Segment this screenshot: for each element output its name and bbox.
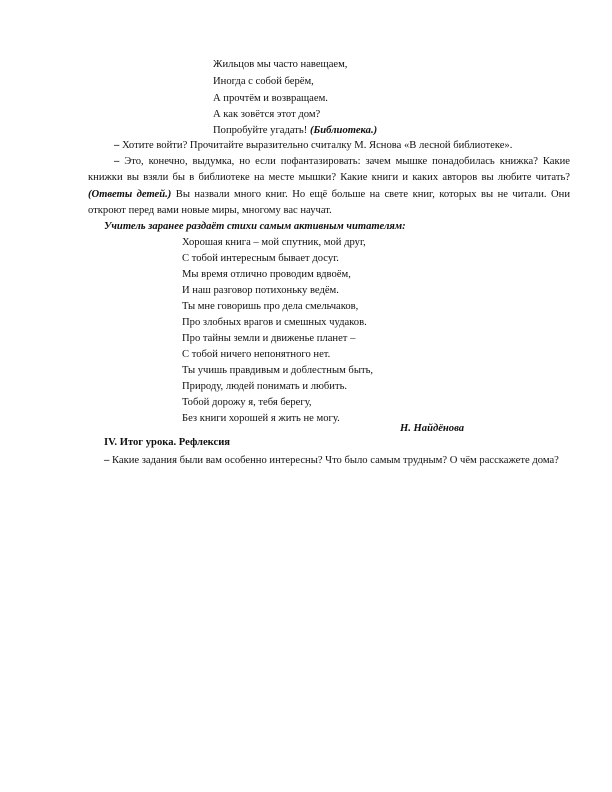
poem2-line-3: Мы время отлично проводим вдвоём, bbox=[182, 269, 351, 280]
paragraph-reflection bbox=[88, 453, 570, 469]
poem2-line-4: И наш разговор потихоньку ведём. bbox=[182, 285, 339, 296]
poem2-line-10: Природу, людей понимать и любить. bbox=[182, 381, 348, 392]
paragraph-discussion-text-a: Это, конечно, выдумка, но если пофантазировать: зачем мышке понадобилась книжка? Какие книжки вы взяли бы в библиотеке на месте мышки? Какие книги и каких авторов вы любите читать? bbox=[88, 156, 570, 184]
poem1-line-2: Иногда с собой берём, bbox=[213, 76, 314, 87]
teacher-instruction: Учитель заранее раздаёт стихи самым активным читателям: bbox=[104, 221, 406, 232]
poem2-line-2: С тобой интересным бывает досуг. bbox=[182, 253, 339, 264]
paragraph-discussion-answers: (Ответы детей.) bbox=[88, 188, 172, 200]
paragraph-discussion bbox=[88, 154, 570, 220]
poem1-line-1: Жильцов мы часто навещаем, bbox=[213, 59, 348, 70]
dash-mark: – bbox=[114, 140, 120, 151]
poem2-author: Н. Найдёнова bbox=[400, 423, 465, 434]
poem2-line-7: Про тайны земли и движенье планет – bbox=[182, 333, 356, 344]
section-heading: IV. Итог урока. Рефлексия bbox=[104, 437, 231, 448]
dash-mark: – bbox=[104, 455, 110, 466]
paragraph-reflection-text: Какие задания были вам особенно интересны? Что было самым трудным? О чём расскажете дома? bbox=[111, 455, 559, 466]
poem1-line-4: А как зовётся этот дом? bbox=[213, 109, 321, 120]
paragraph-discussion-text-b: Вы назвали много книг. Но ещё больше на свете книг, которых вы не читали. Они откроют перед вами новые миры, многому вас научат. bbox=[88, 188, 570, 217]
paragraph-invite-text: Хотите войти? Прочитайте выразительно считалку М. Яснова «В лесной библиотеке». bbox=[121, 140, 513, 151]
poem1-line-5-text: Попробуйте угадать! bbox=[213, 125, 308, 136]
dash-mark: – bbox=[114, 156, 120, 167]
poem2-line-9: Ты учишь правдивым и доблестным быть, bbox=[182, 365, 374, 376]
poem1-line-5 bbox=[213, 124, 377, 137]
paragraph-invite bbox=[88, 138, 570, 154]
poem2-line-12: Без книги хорошей я жить не могу. bbox=[182, 413, 340, 424]
poem2-line-11: Тобой дорожу я, тебя берегу, bbox=[182, 397, 312, 408]
poem2-line-8: С тобой ничего непонятного нет. bbox=[182, 349, 331, 360]
poem1-answer: (Библиотека.) bbox=[309, 125, 378, 136]
poem2-line-5: Ты мне говоришь про дела смельчаков, bbox=[182, 301, 359, 312]
poem2-line-6: Про злобных врагов и смешных чудаков. bbox=[182, 317, 367, 328]
poem2-line-1: Хорошая книга – мой спутник, мой друг, bbox=[182, 237, 366, 248]
poem1-line-3: А прочтём и возвращаем. bbox=[213, 93, 328, 104]
